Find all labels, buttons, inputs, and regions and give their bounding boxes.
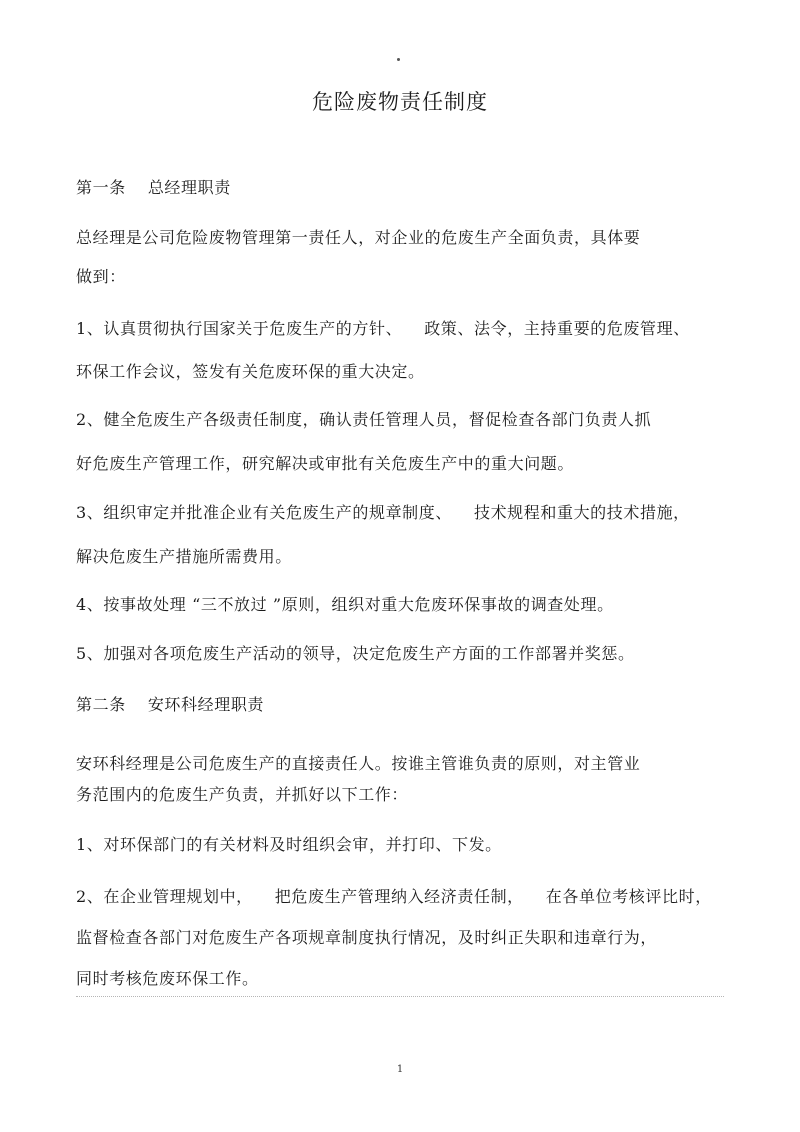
- page-number: 1: [396, 1064, 404, 1075]
- article-1-item-3-line-2: 解决危废生产措施所需费用。: [76, 547, 292, 566]
- article-1-item-2-line-1: 2、健全危废生产各级责任制度，确认责任管理人员，督促检查各部门负责人抓: [76, 410, 652, 429]
- top-mark: [397, 58, 400, 61]
- article-1-intro-line-2: 做到：: [76, 267, 126, 286]
- article-1-item-1-line-1: [76, 316, 690, 339]
- article-2-label: 第二条: [76, 695, 126, 714]
- article-1-title: 总经理职责: [147, 178, 231, 197]
- article-2-intro-line-2: 务范围内的危废生产负责，并抓好以下工作：: [76, 785, 409, 804]
- item-3-part-a: 3、组织审定并批准企业有关危废生产的规章制度、: [76, 503, 452, 522]
- article-2-item-2-line-3: 同时考核危废环保工作。: [76, 969, 259, 988]
- item-2-part-b: 把危废生产管理纳入经济责任制，: [274, 887, 524, 906]
- article-1-label: 第一条: [76, 178, 126, 197]
- item-2-part-c: 在各单位考核评比时，: [545, 887, 712, 906]
- item-1-part-b: 政策、法令，主持重要的危废管理、: [424, 319, 690, 338]
- article-1-intro-line-1: 总经理是公司危险废物管理第一责任人，对企业的危废生产全面负责，具体要: [76, 228, 641, 247]
- article-2-title: 安环科经理职责: [147, 695, 265, 714]
- item-1-part-a: 1、认真贯彻执行国家关于危废生产的方针、: [76, 319, 403, 338]
- article-1-item-2-line-2: 好危废生产管理工作，研究解决或审批有关危废生产中的重大问题。: [76, 454, 575, 473]
- article-2-heading: [76, 692, 264, 715]
- article-2-item-2-line-2: 监督检查各部门对危废生产各项规章制度执行情况，及时纠正失职和违章行为，: [76, 928, 658, 947]
- article-2-item-2-line-1: [76, 884, 712, 907]
- article-2-item-1: 1、对环保部门的有关材料及时组织会审，并打印、下发。: [76, 835, 502, 854]
- footer-divider: [76, 996, 724, 997]
- item-2-part-a: 2、在企业管理规划中，: [76, 887, 253, 906]
- article-2-intro-line-1: 安环科经理是公司危废生产的直接责任人。按谁主管谁负责的原则，对主管业: [76, 754, 641, 773]
- article-1-item-1-line-2: 环保工作会议，签发有关危废环保的重大决定。: [76, 362, 425, 381]
- article-1-heading: [76, 175, 231, 198]
- item-3-part-b: 技术规程和重大的技术措施，: [473, 503, 690, 522]
- document-title: 危险废物责任制度: [312, 90, 488, 114]
- article-1-item-5: 5、加强对各项危废生产活动的领导，决定危废生产方面的工作部署并奖惩。: [76, 644, 635, 663]
- article-1-item-4: 4、按事故处理 “三不放过 ”原则，组织对重大危废环保事故的调查处理。: [76, 595, 614, 614]
- article-1-item-3-line-1: [76, 500, 690, 523]
